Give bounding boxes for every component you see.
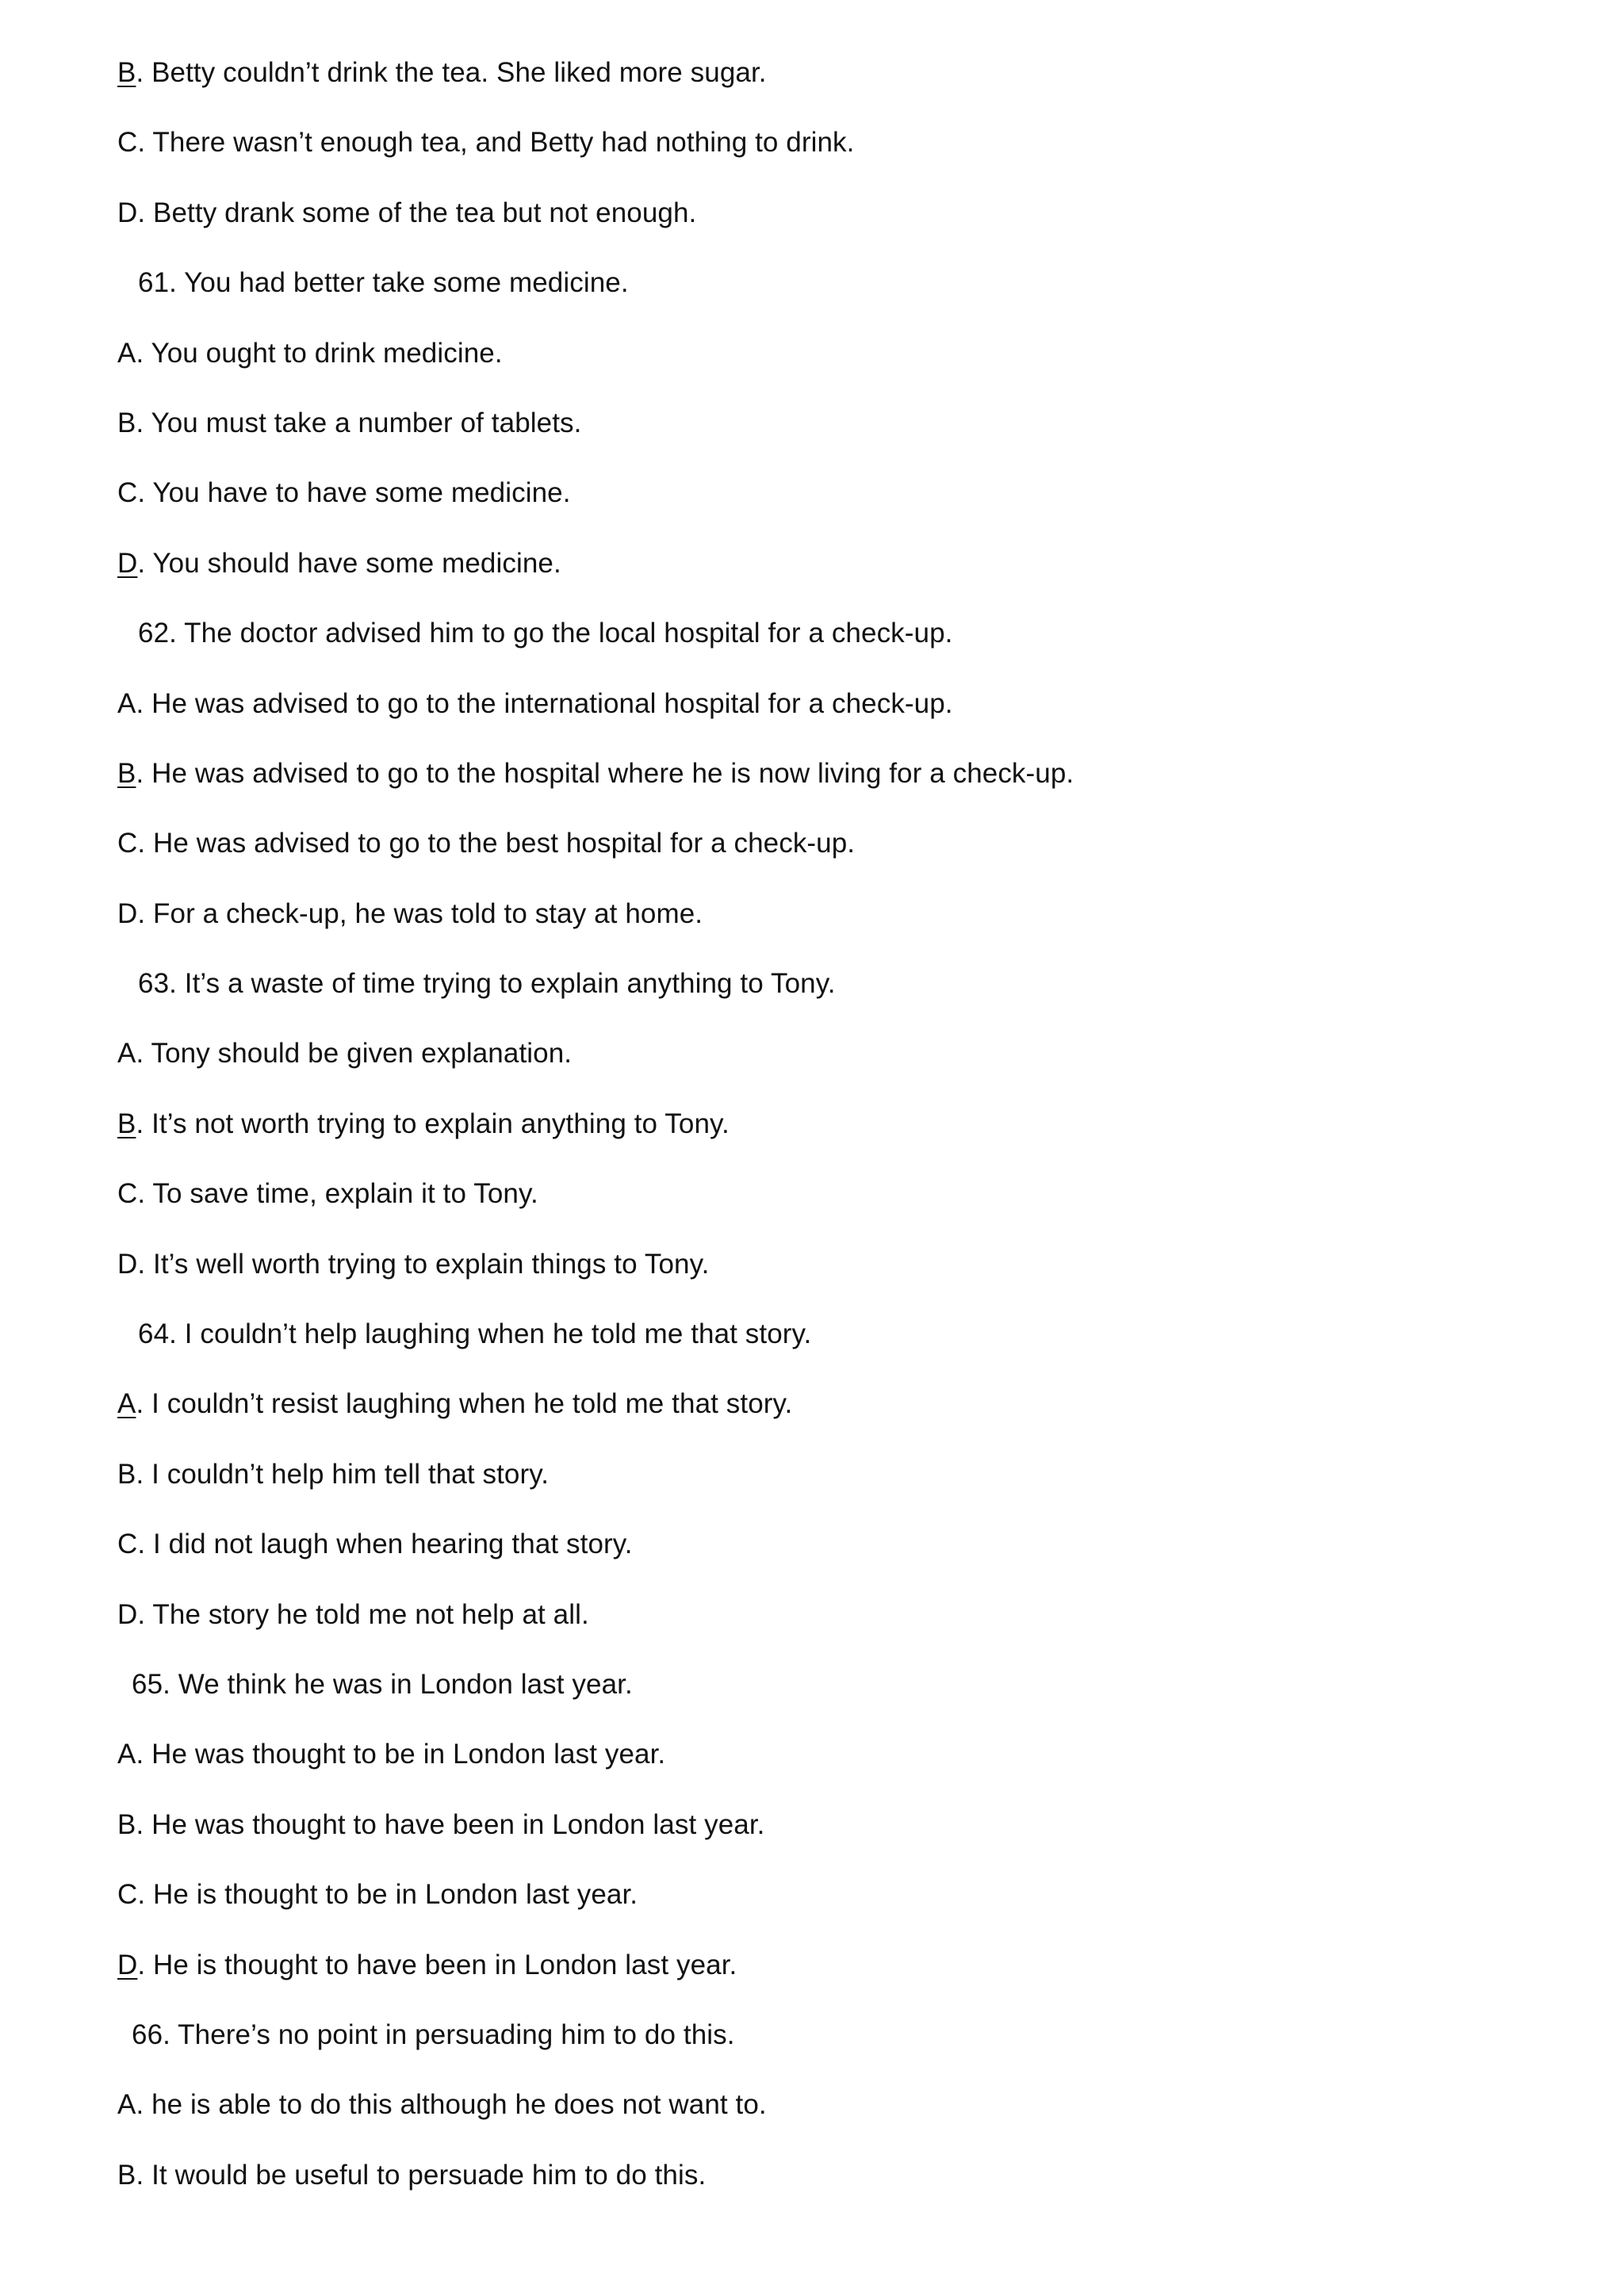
- option-letter: A: [117, 2089, 136, 2121]
- option-text: . He was advised to go to the international hospital for a check-up.: [136, 687, 953, 719]
- option-letter: D: [117, 547, 138, 579]
- option-letter: C: [117, 1529, 138, 1560]
- option-line: [117, 1803, 1513, 1873]
- option-letter: D: [117, 1598, 138, 1630]
- option-letter: C: [117, 828, 138, 859]
- option-line: [117, 1732, 1513, 1802]
- option-text: . You ought to drink medicine.: [136, 337, 503, 369]
- option-text: . There wasn’t enough tea, and Betty had nothing to drink.: [137, 127, 855, 159]
- question-list: [117, 51, 1513, 2223]
- option-line: [117, 1943, 1513, 2013]
- option-text: . He is thought to have been in London last year.: [137, 1949, 737, 1980]
- option-line: [117, 821, 1513, 891]
- option-letter: B: [117, 757, 136, 789]
- option-line: [117, 471, 1513, 541]
- option-letter: D: [117, 1248, 138, 1280]
- option-line: [117, 1102, 1513, 1172]
- option-letter: A: [117, 1388, 136, 1420]
- option-text: . I couldn’t resist laughing when he told me that story.: [136, 1388, 793, 1420]
- question-stem: [117, 611, 1513, 681]
- option-letter: A: [117, 1739, 136, 1770]
- option-letter: A: [117, 1038, 136, 1070]
- option-text: . He was thought to be in London last year.: [136, 1739, 666, 1770]
- question-text: 65. We think he was in London last year.: [132, 1668, 633, 1700]
- option-letter: C: [117, 1178, 138, 1210]
- option-line: [117, 682, 1513, 752]
- option-letter: B: [117, 407, 136, 438]
- option-letter: D: [117, 1949, 138, 1980]
- option-line: [117, 1522, 1513, 1592]
- option-letter: D: [117, 197, 138, 228]
- option-text: . he is able to do this although he does not want to.: [136, 2089, 767, 2121]
- question-stem: [117, 261, 1513, 331]
- option-line: [117, 1031, 1513, 1101]
- option-letter: A: [117, 687, 136, 719]
- option-text: . You must take a number of tablets.: [136, 407, 582, 438]
- option-line: [117, 1172, 1513, 1242]
- option-letter: D: [117, 897, 138, 929]
- option-line: [117, 191, 1513, 261]
- option-text: . It would be useful to persuade him to do this.: [136, 2159, 707, 2191]
- option-text: . The story he told me not help at all.: [137, 1598, 589, 1630]
- option-text: . It’s well worth trying to explain things to Tony.: [137, 1248, 710, 1280]
- option-letter: B: [117, 57, 136, 88]
- option-text: . I couldn’t help him tell that story.: [136, 1458, 550, 1490]
- option-letter: B: [117, 1808, 136, 1840]
- option-line: [117, 1452, 1513, 1522]
- option-line: [117, 1382, 1513, 1452]
- option-letter: B: [117, 2159, 136, 2191]
- option-line: [117, 401, 1513, 471]
- option-letter: C: [117, 127, 138, 159]
- option-text: . You have to have some medicine.: [137, 477, 571, 509]
- question-text: 63. It’s a waste of time trying to explain anything to Tony.: [138, 968, 836, 1000]
- option-text: . Betty couldn’t drink the tea. She liked more sugar.: [136, 57, 767, 88]
- option-text: . It’s not worth trying to explain anything to Tony.: [136, 1108, 730, 1139]
- option-line: [117, 2083, 1513, 2152]
- option-letter: A: [117, 337, 136, 369]
- option-letter: B: [117, 1108, 136, 1139]
- option-line: [117, 752, 1513, 821]
- option-text: . He was advised to go to the best hospital for a check-up.: [137, 828, 856, 859]
- option-line: [117, 2153, 1513, 2223]
- option-text: . He was thought to have been in London last year.: [136, 1808, 765, 1840]
- option-text: . For a check-up, he was told to stay at home.: [137, 897, 703, 929]
- option-text: . Betty drank some of the tea but not enough.: [137, 197, 697, 228]
- option-line: [117, 1242, 1513, 1312]
- option-line: [117, 51, 1513, 121]
- option-text: . You should have some medicine.: [137, 547, 561, 579]
- question-stem: [117, 1663, 1513, 1732]
- option-letter: C: [117, 477, 138, 509]
- option-text: . I did not laugh when hearing that story.: [137, 1529, 633, 1560]
- option-text: . To save time, explain it to Tony.: [137, 1178, 538, 1210]
- question-text: 62. The doctor advised him to go the local hospital for a check-up.: [138, 618, 953, 649]
- option-text: . Tony should be given explanation.: [136, 1038, 573, 1070]
- question-stem: [117, 1312, 1513, 1382]
- option-line: [117, 121, 1513, 190]
- option-line: [117, 331, 1513, 401]
- option-line: [117, 1873, 1513, 1942]
- option-text: . He is thought to be in London last year.: [137, 1879, 638, 1911]
- option-line: [117, 892, 1513, 962]
- question-stem: [117, 2013, 1513, 2083]
- option-letter: B: [117, 1458, 136, 1490]
- question-text: 61. You had better take some medicine.: [138, 267, 629, 299]
- question-text: 66. There’s no point in persuading him to do this.: [132, 2019, 735, 2050]
- question-text: 64. I couldn’t help laughing when he told me that story.: [138, 1318, 812, 1350]
- option-line: [117, 1593, 1513, 1663]
- option-text: . He was advised to go to the hospital where he is now living for a check-up.: [136, 757, 1074, 789]
- option-line: [117, 541, 1513, 611]
- option-letter: C: [117, 1879, 138, 1911]
- question-stem: [117, 962, 1513, 1031]
